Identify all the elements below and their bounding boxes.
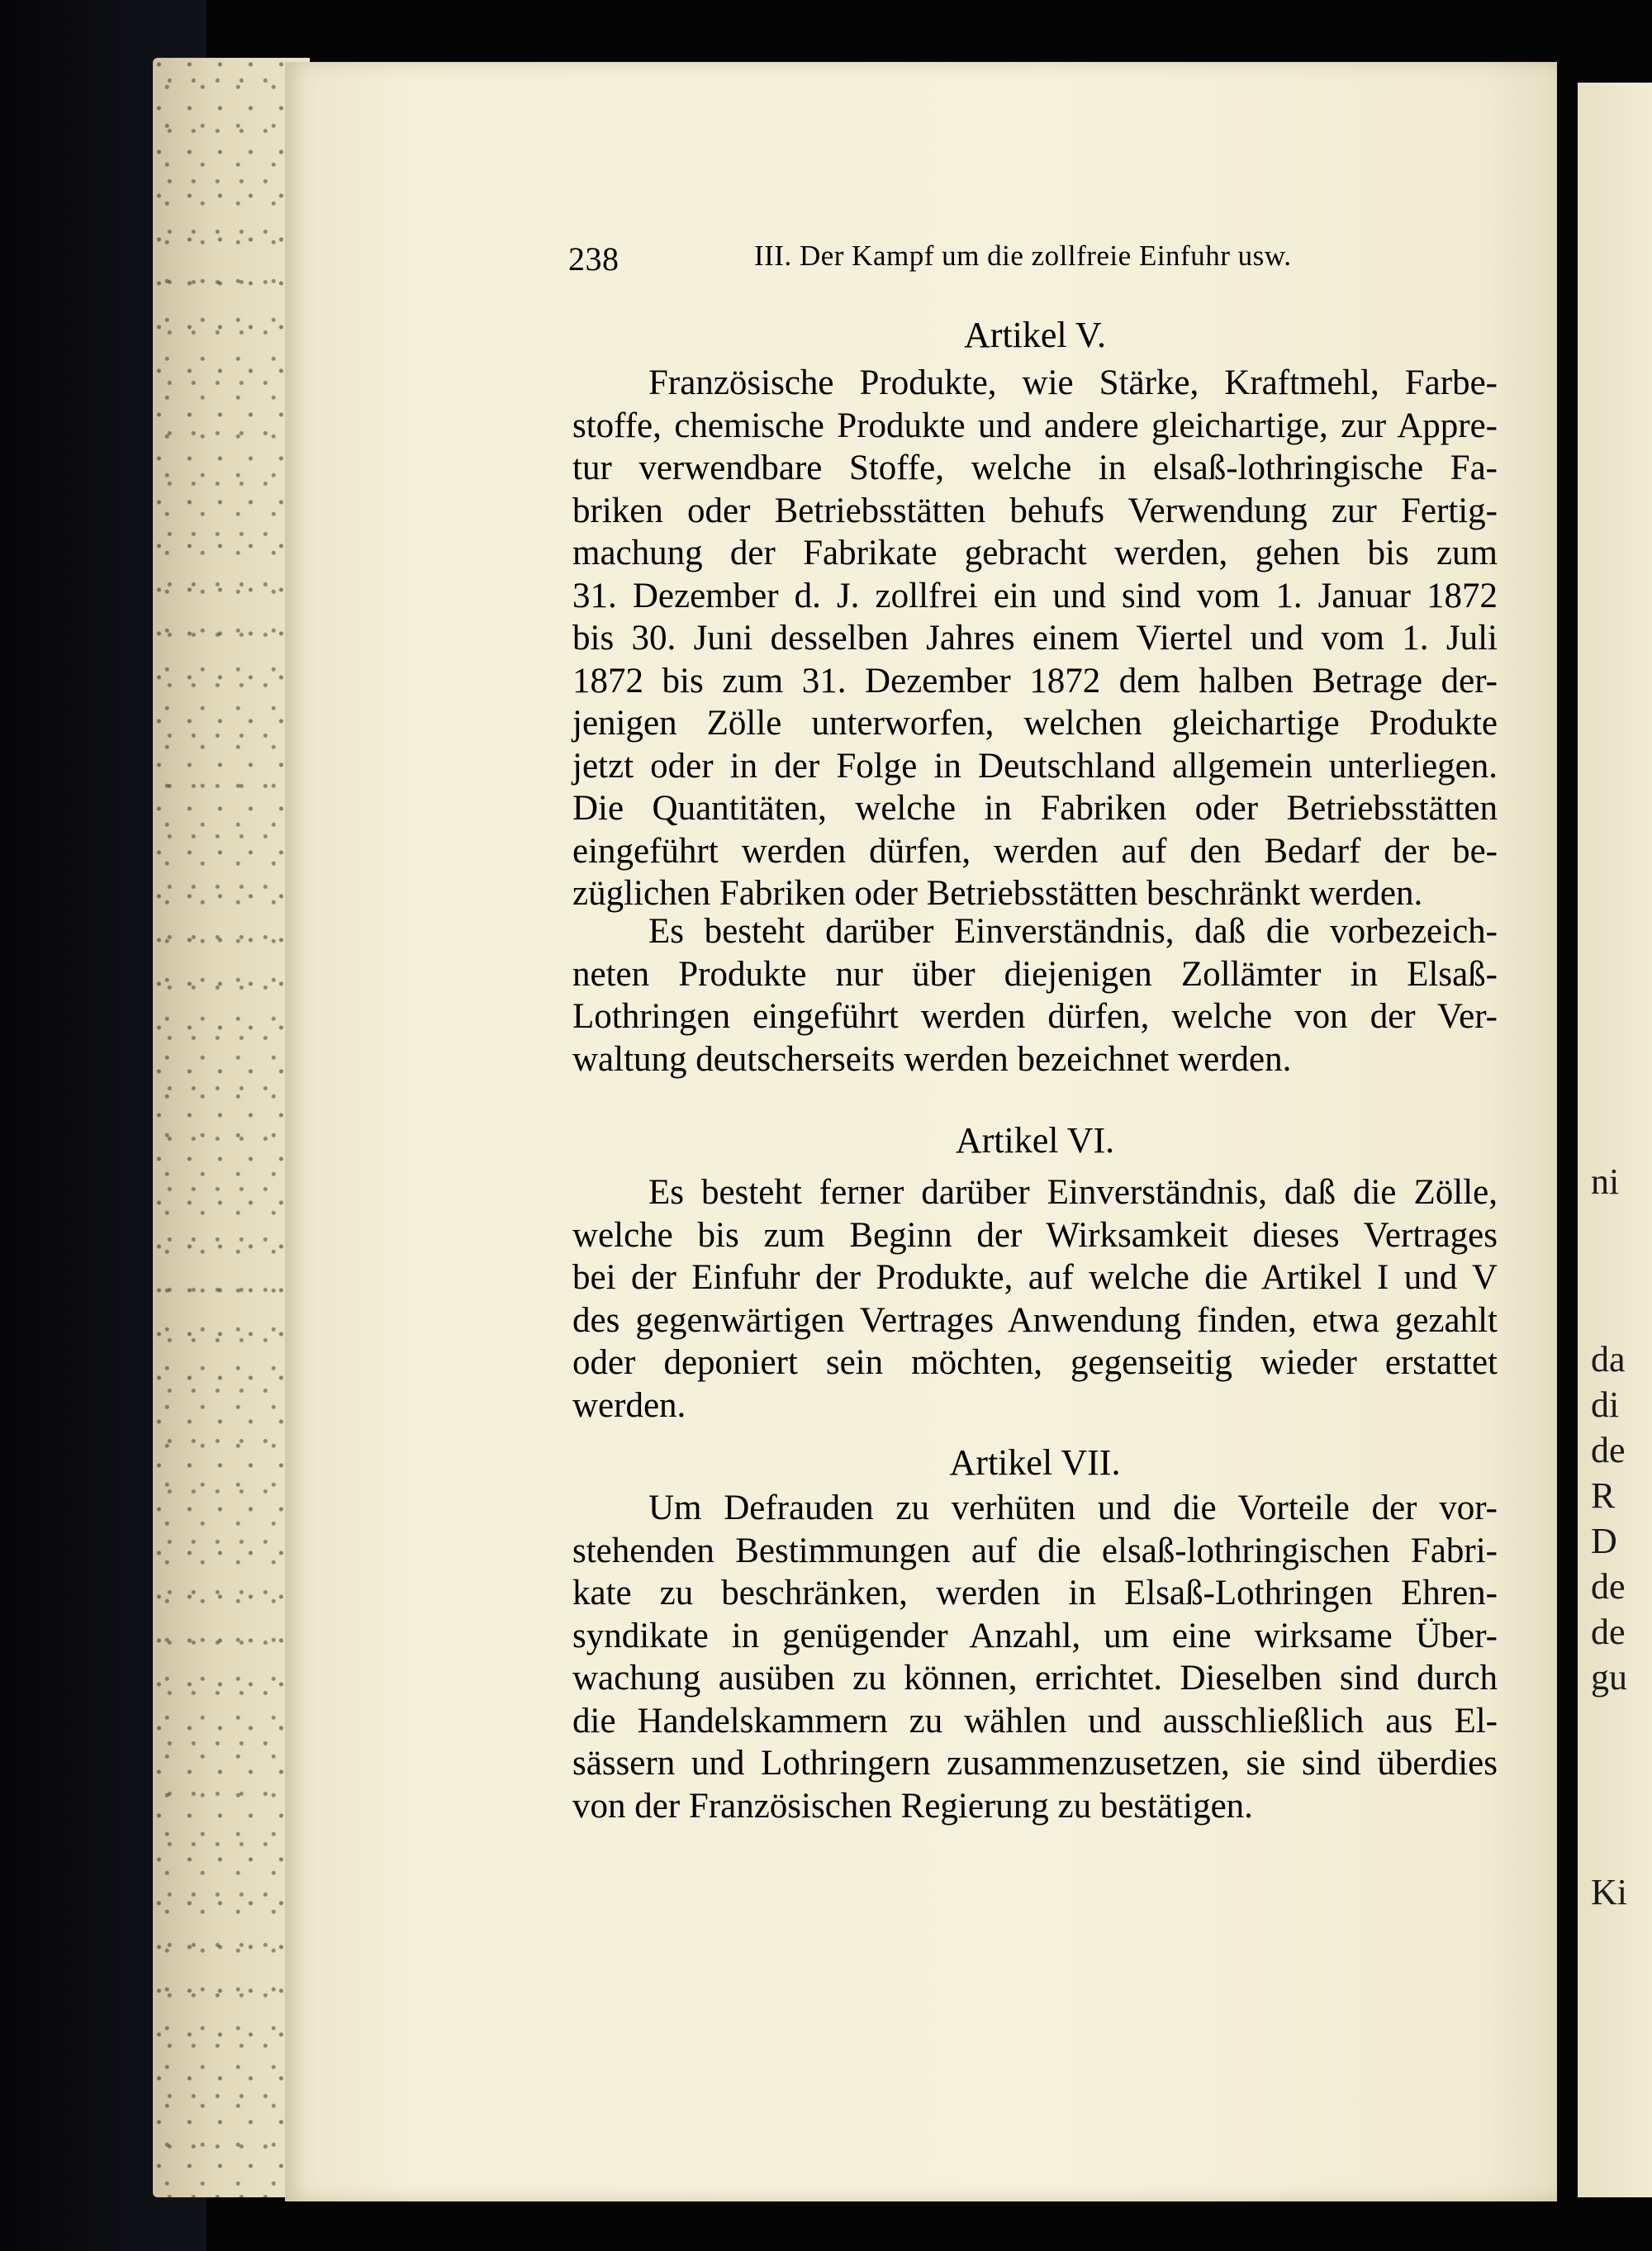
next-page-fragment: de — [1591, 1566, 1626, 1607]
text-line: sässern und Lothringern zusammenzusetzen, sie sind überdies — [572, 1744, 1498, 1783]
next-page-fragment: di — [1591, 1384, 1620, 1425]
text-line: 1872 bis zum 31. Dezember 1872 dem halben Betrage der- — [572, 661, 1498, 700]
text-line: stehenden Bestimmungen auf die elsaß-lothringischen Fabri- — [572, 1531, 1498, 1570]
text-line: kate zu beschränken, werden in Elsaß-Lothringen Ehren- — [572, 1574, 1498, 1612]
text-line: briken oder Betriebsstätten behufs Verwendung zur Fertig- — [572, 491, 1498, 530]
text-line: bei der Einfuhr der Produkte, auf welche die Artikel I und V — [572, 1258, 1498, 1297]
next-page-fragment: de — [1591, 1612, 1626, 1652]
text-line: syndikate in genügender Anzahl, um eine wirksame Über- — [572, 1616, 1498, 1655]
text-line: wachung ausüben zu können, errichtet. Dieselben sind durch — [572, 1659, 1498, 1698]
text-line: jenigen Zölle unterworfen, welchen gleichartige Produkte — [572, 704, 1498, 743]
text-line: werden. — [572, 1385, 686, 1425]
text-line: 31. Dezember d. J. zollfrei ein und sind vom 1. Januar 1872 — [572, 576, 1498, 615]
text-line: tur verwendbare Stoffe, welche in elsaß-lothringische Fa- — [572, 449, 1498, 487]
page-number: 238 — [568, 240, 620, 278]
next-page-fragment: de — [1591, 1430, 1626, 1470]
text-line: die Handelskammern zu wählen und ausschließlich aus El- — [572, 1701, 1498, 1740]
text-line: züglichen Fabriken oder Betriebsstätten beschränkt werden. — [572, 874, 1423, 913]
text-line: waltung deutscherseits werden bezeichnet werden. — [572, 1039, 1292, 1079]
text-line: neten Produkte nur über diejenigen Zollämter in Elsaß- — [572, 954, 1498, 994]
text-line: Die Quantitäten, welche in Fabriken oder Betriebsstätten — [572, 789, 1498, 828]
text-line: Es besteht darüber Einverständnis, daß die vorbezeich- — [648, 912, 1498, 951]
text-line: machung der Fabrikate gebracht werden, gehen bis zum — [572, 534, 1498, 572]
next-page-fragment: R — [1591, 1475, 1616, 1516]
text-line: Es besteht ferner darüber Einverständnis, daß die Zölle, — [648, 1173, 1498, 1212]
text-line: Französische Produkte, wie Stärke, Kraftmehl, Farbe- — [648, 363, 1498, 402]
text-line: von der Französischen Regierung zu bestätigen. — [572, 1786, 1253, 1826]
article-5-paragraph-1 — [572, 362, 1498, 915]
next-page-fragment: Ki — [1591, 1872, 1627, 1912]
text-line: welche bis zum Beginn der Wirksamkeit dieses Vertrages — [572, 1215, 1498, 1255]
article-7-title: Artikel VII. — [949, 1442, 1121, 1483]
text-line: stoffe, chemische Produkte und andere gleichartige, zur Appre- — [572, 406, 1498, 445]
text-line: oder deponiert sein möchten, gegenseitig wieder erstattet — [572, 1343, 1498, 1382]
next-page-fragment: da — [1591, 1339, 1626, 1380]
text-line: bis 30. Juni desselben Jahres einem Viertel und vom 1. Juli — [572, 619, 1498, 658]
text-line: des gegenwärtigen Vertrages Anwendung finden, etwa gezahlt — [572, 1300, 1498, 1340]
next-page-edge — [1578, 83, 1652, 2197]
article-7-paragraph — [572, 1487, 1498, 1827]
next-page-fragment: gu — [1591, 1657, 1627, 1698]
running-title: III. Der Kampf um die zollfreie Einfuhr usw. — [754, 240, 1292, 272]
next-page-fragment: ni — [1591, 1161, 1620, 1202]
text-line: jetzt oder in der Folge in Deutschland allgemein unterliegen. — [572, 746, 1498, 786]
text-line: Lothringen eingeführt werden dürfen, welche von der Ver- — [572, 997, 1498, 1036]
text-line: eingeführt werden dürfen, werden auf den Bedarf der be- — [572, 831, 1498, 871]
article-5-paragraph-2 — [572, 910, 1498, 1080]
text-line: Um Defrauden zu verhüten und die Vorteile der vor- — [648, 1489, 1498, 1527]
article-6-title: Artikel VI. — [955, 1120, 1115, 1161]
article-6-paragraph — [572, 1171, 1498, 1427]
article-5-title: Artikel V. — [964, 315, 1106, 355]
running-head — [568, 240, 1502, 289]
next-page-fragment: D — [1591, 1521, 1617, 1561]
